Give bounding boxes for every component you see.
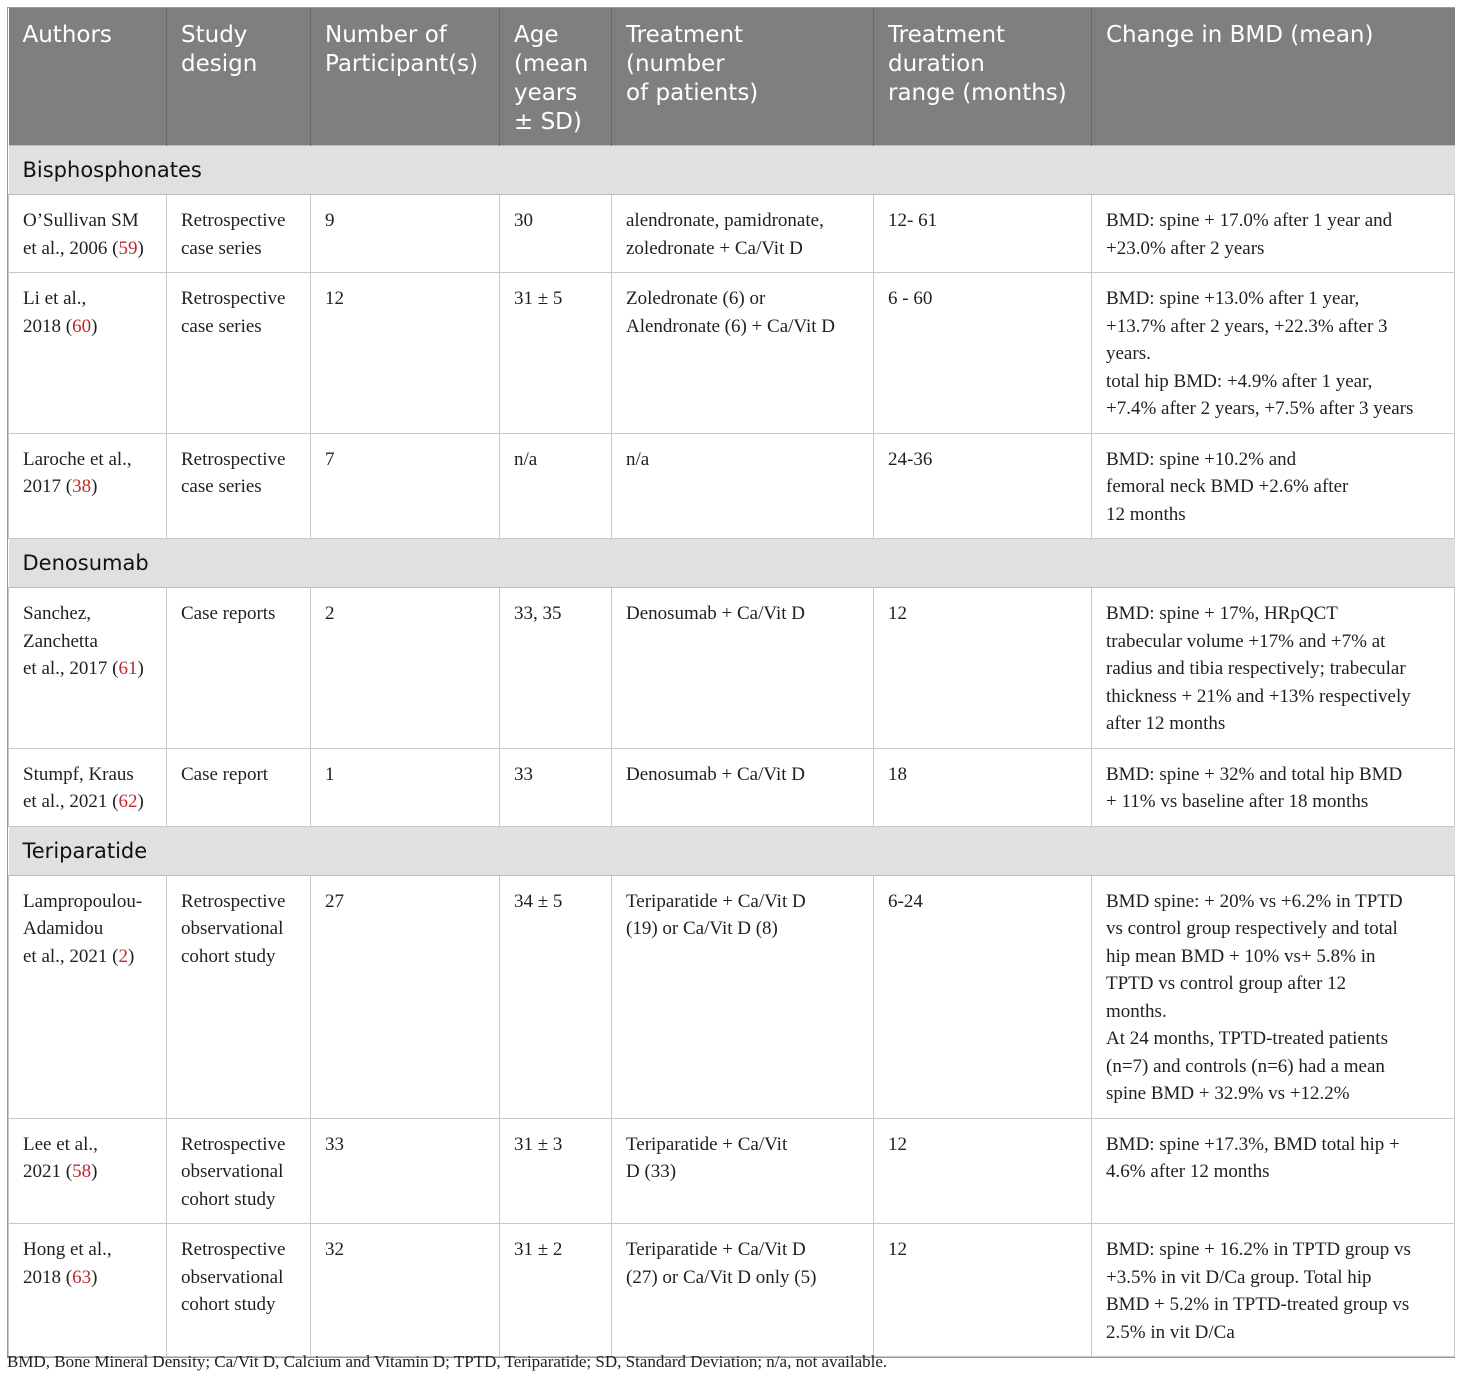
authors-cell <box>9 273 167 434</box>
table-row <box>9 1118 1455 1224</box>
treatment-cell <box>612 588 874 749</box>
text-line: Retrospective <box>181 890 286 912</box>
text-line: trabecular volume +17% and +7% at <box>1106 630 1386 652</box>
text-line: Treatment <box>888 22 1006 48</box>
text-line: femoral neck BMD +2.6% after <box>1106 476 1349 497</box>
treatment-cell <box>612 1224 874 1357</box>
closing-paren: ) <box>91 315 98 337</box>
text-line: spine BMD + 32.9% vs +12.2% <box>1106 1083 1350 1104</box>
text-line: n/a <box>626 448 650 470</box>
text-line <box>23 943 152 971</box>
bmd-change-cell <box>1092 273 1455 434</box>
table-row <box>9 588 1455 749</box>
data-table <box>8 8 1455 1357</box>
text-line: range (months) <box>888 80 1067 106</box>
text-line: At 24 months, TPTD-treated patients <box>1106 1028 1388 1049</box>
text-line: years. <box>1106 343 1151 364</box>
bmd-change-cell <box>1092 748 1455 826</box>
text-line <box>23 207 152 235</box>
text-line: (27) or Ca/Vit D only (5) <box>626 1266 817 1288</box>
bmd-change-cell <box>1092 433 1455 539</box>
participants-cell: 32 <box>311 1224 500 1357</box>
text-line <box>23 888 152 916</box>
text-line <box>23 1236 152 1264</box>
text-line: total hip BMD: +4.9% after 1 year, <box>1106 370 1373 392</box>
authors-cell <box>9 195 167 273</box>
table-row <box>9 195 1455 273</box>
text-line: thickness + 21% and +13% respectively <box>1106 685 1411 707</box>
table-row <box>9 1224 1455 1357</box>
text-line: duration <box>888 51 985 77</box>
duration-cell: 18 <box>874 748 1092 826</box>
text-line: months. <box>1106 1000 1167 1022</box>
treatment-cell <box>612 748 874 826</box>
text-line <box>23 285 152 313</box>
text-line <box>23 446 152 474</box>
table-header <box>9 8 1455 146</box>
age-cell: 33 <box>500 748 612 826</box>
author-text: 2017 ( <box>23 476 73 497</box>
author-text: 2018 ( <box>23 1266 73 1288</box>
age-cell: 33, 35 <box>500 588 612 749</box>
age-cell: 31 ± 2 <box>500 1224 612 1357</box>
age-cell: n/a <box>500 433 612 539</box>
text-line: Denosumab + Ca/Vit D <box>626 763 805 785</box>
text-line: radius and tibia respectively; trabecular <box>1106 658 1406 679</box>
text-line: case series <box>181 476 262 497</box>
text-line: BMD: spine +17.3%, BMD total hip + <box>1106 1133 1400 1155</box>
author-text: 2018 ( <box>23 315 73 337</box>
text-line: observational <box>181 1161 284 1182</box>
text-line: vs control group respectively and total <box>1106 918 1398 939</box>
section-row <box>9 826 1455 875</box>
closing-paren: ) <box>137 658 144 679</box>
text-line: cohort study <box>181 1188 276 1210</box>
bmd-change-cell <box>1092 1224 1455 1357</box>
table-footnote: BMD, Bone Mineral Density; Ca/Vit D, Calcium and Vitamin D; TPTD, Teriparatide; SD, Standard Deviation; n/a, not available. <box>7 1352 888 1371</box>
header-treatment <box>612 8 874 146</box>
text-line: hip mean BMD + 10% vs+ 5.8% in <box>1106 945 1376 967</box>
text-line: 12 months <box>1106 503 1186 525</box>
author-text: et al., 2021 ( <box>23 791 119 812</box>
reference-link[interactable]: 38 <box>72 476 92 497</box>
text-line: ± SD) <box>514 109 582 135</box>
header-row <box>9 8 1455 146</box>
duration-cell: 24-36 <box>874 433 1092 539</box>
text-line <box>23 1131 152 1159</box>
duration-cell: 12 <box>874 1118 1092 1224</box>
section-title: Denosumab <box>9 539 1455 588</box>
study-design-cell <box>167 195 311 273</box>
author-text: 2021 ( <box>23 1161 73 1182</box>
participants-cell: 7 <box>311 433 500 539</box>
study-design-cell <box>167 273 311 434</box>
text-line: alendronate, pamidronate, <box>626 210 824 231</box>
text-line: Retrospective <box>181 1133 286 1155</box>
participants-cell: 12 <box>311 273 500 434</box>
treatment-cell <box>612 195 874 273</box>
text-line: Zoledronate (6) or <box>626 288 766 309</box>
text-line: Number of <box>325 22 447 48</box>
text-line <box>23 1264 152 1292</box>
text-line: +13.7% after 2 years, +22.3% after 3 <box>1106 315 1388 337</box>
author-text: Laroche et al., <box>23 448 132 470</box>
text-line: after 12 months <box>1106 713 1226 734</box>
authors-cell <box>9 588 167 749</box>
header-authors <box>9 8 167 146</box>
text-line: design <box>181 51 258 77</box>
text-line: Case report <box>181 763 269 785</box>
header-bmd-change <box>1092 8 1455 146</box>
author-text: et al., 2021 ( <box>23 945 119 967</box>
closing-paren: ) <box>91 1161 98 1182</box>
study-design-cell <box>167 1224 311 1357</box>
author-text: Zanchetta <box>23 630 98 652</box>
treatment-cell <box>612 273 874 434</box>
reference-link[interactable]: 58 <box>72 1161 92 1182</box>
text-line: TPTD vs control group after 12 <box>1106 973 1347 994</box>
treatment-cell <box>612 875 874 1118</box>
bmd-change-cell <box>1092 1118 1455 1224</box>
text-line: case series <box>181 315 262 337</box>
treatment-cell <box>612 1118 874 1224</box>
text-line: Change in BMD (mean) <box>1106 22 1374 48</box>
participants-cell: 1 <box>311 748 500 826</box>
header-study-design <box>167 8 311 146</box>
age-cell: 31 ± 5 <box>500 273 612 434</box>
duration-cell: 6-24 <box>874 875 1092 1118</box>
treatment-cell <box>612 433 874 539</box>
text-line <box>23 915 152 943</box>
text-line: BMD: spine + 17.0% after 1 year and <box>1106 210 1393 231</box>
text-line: BMD spine: + 20% vs +6.2% in TPTD <box>1106 890 1403 912</box>
text-line: zoledronate + Ca/Vit D <box>626 237 803 259</box>
age-cell: 31 ± 3 <box>500 1118 612 1224</box>
text-line: BMD + 5.2% in TPTD-treated group vs <box>1106 1294 1410 1315</box>
text-line: Retrospective <box>181 1239 286 1260</box>
text-line: Retrospective <box>181 210 286 231</box>
text-line: Case reports <box>181 603 276 624</box>
closing-paren: ) <box>91 476 98 497</box>
participants-cell: 27 <box>311 875 500 1118</box>
study-design-cell <box>167 588 311 749</box>
text-line: Retrospective <box>181 448 286 470</box>
table-row <box>9 875 1455 1118</box>
text-line: +23.0% after 2 years <box>1106 237 1265 259</box>
header-age <box>500 8 612 146</box>
duration-cell: 12 <box>874 588 1092 749</box>
text-line: 4.6% after 12 months <box>1106 1161 1270 1182</box>
authors-cell <box>9 433 167 539</box>
reference-link[interactable]: 62 <box>118 791 138 812</box>
section-row <box>9 146 1455 195</box>
text-line <box>23 761 152 789</box>
header-duration <box>874 8 1092 146</box>
study-design-cell <box>167 433 311 539</box>
text-line: 2.5% in vit D/Ca <box>1106 1321 1235 1343</box>
text-line: Participant(s) <box>325 51 479 77</box>
text-line: Teriparatide + Ca/Vit D <box>626 890 806 912</box>
bmd-change-cell <box>1092 195 1455 273</box>
author-text: Lee et al., <box>23 1133 98 1155</box>
text-line: (19) or Ca/Vit D (8) <box>626 918 778 939</box>
author-text: et al., 2006 ( <box>23 237 119 259</box>
study-design-cell <box>167 748 311 826</box>
closing-paren: ) <box>128 945 135 967</box>
author-text: Stumpf, Kraus <box>23 763 134 785</box>
text-line: BMD: spine + 32% and total hip BMD <box>1106 763 1403 785</box>
text-line: Study <box>181 22 248 48</box>
text-line: Alendronate (6) + Ca/Vit D <box>626 315 836 337</box>
text-line: Authors <box>22 22 112 48</box>
text-line: observational <box>181 918 284 939</box>
bmd-change-cell <box>1092 875 1455 1118</box>
text-line: case series <box>181 237 262 259</box>
authors-cell <box>9 748 167 826</box>
section-title: Bisphosphonates <box>9 146 1455 195</box>
authors-cell <box>9 1118 167 1224</box>
text-line: BMD: spine +10.2% and <box>1106 448 1297 470</box>
author-text: Lampropoulou- <box>23 890 143 912</box>
age-cell: 34 ± 5 <box>500 875 612 1118</box>
author-text: Sanchez, <box>23 603 92 624</box>
text-line: BMD: spine + 17%, HRpQCT <box>1106 603 1338 624</box>
text-line <box>23 1158 152 1186</box>
text-line: of patients) <box>626 80 759 106</box>
author-text: Hong et al., <box>23 1239 112 1260</box>
participants-cell: 2 <box>311 588 500 749</box>
header-participants <box>311 8 500 146</box>
closing-paren: ) <box>137 237 144 259</box>
authors-cell <box>9 1224 167 1357</box>
text-line: +7.4% after 2 years, +7.5% after 3 years <box>1106 398 1414 419</box>
text-line: years <box>514 80 578 106</box>
text-line: (mean <box>514 51 589 77</box>
duration-cell: 12 <box>874 1224 1092 1357</box>
text-line <box>23 235 152 263</box>
table-row <box>9 273 1455 434</box>
reference-link[interactable]: 59 <box>118 237 138 259</box>
author-text: Adamidou <box>23 918 104 939</box>
text-line: Teriparatide + Ca/Vit <box>626 1133 788 1155</box>
bmd-treatment-table <box>7 7 1455 1358</box>
study-design-cell <box>167 1118 311 1224</box>
duration-cell: 12- 61 <box>874 195 1092 273</box>
text-line: Retrospective <box>181 288 286 309</box>
text-line: Teriparatide + Ca/Vit D <box>626 1239 806 1260</box>
text-line <box>23 473 152 501</box>
text-line: cohort study <box>181 1294 276 1315</box>
text-line <box>23 788 152 816</box>
text-line: Treatment <box>626 22 744 48</box>
reference-link[interactable]: 61 <box>118 658 138 679</box>
author-text: et al., 2017 ( <box>23 658 119 679</box>
text-line: D (33) <box>626 1161 677 1182</box>
text-line <box>23 628 152 656</box>
duration-cell: 6 - 60 <box>874 273 1092 434</box>
section-row <box>9 539 1455 588</box>
reference-link[interactable]: 60 <box>72 315 92 337</box>
participants-cell: 33 <box>311 1118 500 1224</box>
age-cell: 30 <box>500 195 612 273</box>
text-line: Denosumab + Ca/Vit D <box>626 603 805 624</box>
text-line: observational <box>181 1266 284 1288</box>
section-title: Teriparatide <box>9 826 1455 875</box>
table-row <box>9 433 1455 539</box>
text-line: Age <box>514 22 559 48</box>
text-line: cohort study <box>181 945 276 967</box>
text-line: + 11% vs baseline after 18 months <box>1106 791 1369 812</box>
text-line <box>23 655 152 683</box>
reference-link[interactable]: 63 <box>72 1266 92 1288</box>
text-line <box>23 313 152 341</box>
table-body <box>9 146 1455 1357</box>
text-line <box>23 600 152 628</box>
text-line: BMD: spine + 16.2% in TPTD group vs <box>1106 1239 1411 1260</box>
reference-link[interactable]: 2 <box>118 945 129 967</box>
closing-paren: ) <box>91 1266 98 1288</box>
author-text: Li et al., <box>23 288 87 309</box>
author-text: O’Sullivan SM <box>23 210 139 231</box>
study-design-cell <box>167 875 311 1118</box>
text-line: +3.5% in vit D/Ca group. Total hip <box>1106 1266 1372 1288</box>
text-line: BMD: spine +13.0% after 1 year, <box>1106 288 1360 309</box>
authors-cell <box>9 875 167 1118</box>
participants-cell: 9 <box>311 195 500 273</box>
table-row <box>9 748 1455 826</box>
text-line: (number <box>626 51 725 77</box>
closing-paren: ) <box>137 791 144 812</box>
text-line: (n=7) and controls (n=6) had a mean <box>1106 1055 1385 1077</box>
bmd-change-cell <box>1092 588 1455 749</box>
